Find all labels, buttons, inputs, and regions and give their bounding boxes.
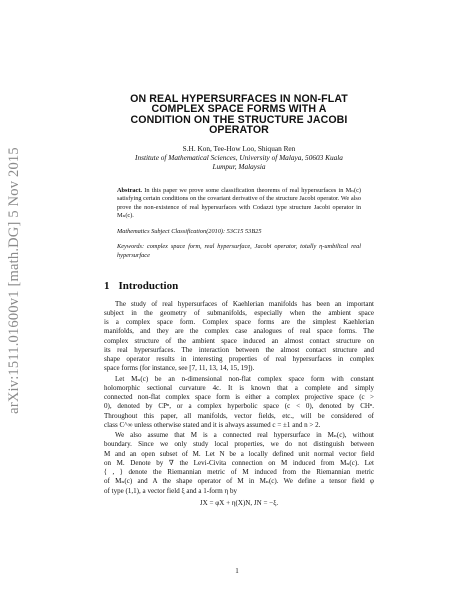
text-line: class C^∞ unless otherwise stated and it is always assumed c = ±1 and n > 2. [104,420,321,429]
msc-classification: Mathematics Subject Classification(2010): 53C15 53B25 [117,227,262,235]
author-block [104,144,374,172]
text-line: subject in the geometry of submanifolds, especially when the ambient space [104,308,374,317]
abstract [104,187,374,221]
keywords: Keywords: complex space form, real hypersurface, Jacobi operator, totally η-umbilical real hypersurface [117,243,361,260]
text-line: complex structure of the ambient space induced an almost contact structure on [104,336,374,345]
abstract-text: In this paper we prove some classification theorems of real hypersurfaces in Mₙ(c) satisfying certain conditions on the covariant derivative of the structure Jacobi operator. We also prove the non-existence of real hypersurfaces with Codazzi type structure Jacobi operator in Mₙ(c). [117,186,361,220]
text-line: Let Mₙ(c) be an n-dimensional non-flat complex space form with constant [115,374,374,383]
text-line: The study of real hypersurfaces of Kaehlerian manifolds has been an important [115,299,374,308]
abstract-label: Abstract. [117,186,143,194]
text-line: of Mₙ(c) and A the shape operator of M in Mₙ(c). We define a tensor field φ [104,477,374,486]
text-line: holomorphic sectional curvature 4c. It is known that a complete and simply [104,383,374,392]
text-line: manifolds, and they are the complex case analogues of real space forms. The [104,327,374,336]
display-equation: JX = φX + η(X)N, JN = −ξ. [199,498,279,507]
title-line: OPERATOR [209,124,269,137]
text-line: space forms (for instance, see [7, 11, 13, 14, 15, 19]). [104,364,255,373]
paragraph [104,300,374,374]
text-line: its real hypersurfaces. The interaction between the almost contact structure and [104,345,374,354]
author-names: S.H. Kon, Tee-How Loo, Shiquan Ren [182,143,296,153]
title-line: COMPLEX SPACE FORMS WITH A [151,103,327,116]
arxiv-identifier-stamp [2,120,26,440]
text-line: Throughout this paper, all manifolds, vector fields, etc., will be considered of [104,411,374,420]
text-line: connected non-flat complex space form is either a complex projective space (c > [104,393,374,402]
section-title: Introduction [118,279,179,292]
paper-page [104,94,374,511]
text-line: boundary. Since we only study local properties, we do not distinguish between [104,440,374,449]
section-number: 1 [104,279,110,292]
paragraph [104,431,374,496]
paragraph [104,375,374,431]
text-line: 0), denoted by CPⁿ, or a complex hyperbolic space (c < 0), denoted by CHⁿ. [104,402,374,411]
text-line: We also assume that M is a connected real hypersurface in Mₙ(c), without [115,431,374,440]
introduction-body [104,300,374,512]
paper-title [104,94,374,136]
text-line: of type (1,1), a vector field ξ and a 1-form η by [104,486,238,495]
section-heading [104,280,374,292]
page-number: 1 [235,567,239,575]
text-line: shape operator results in interesting properties of real hypersurfaces in complex [104,355,374,364]
affiliation-line: Lumpur, Malaysia [212,162,266,172]
title-line: CONDITION ON THE STRUCTURE JACOBI [130,113,348,126]
text-line: M and an open subset of M. Let N be a locally defined unit normal vector field [104,449,374,458]
title-line: ON REAL HYPERSURFACES IN NON-FLAT [130,93,348,105]
text-line: ⟨ , ⟩ denote the Riemannian metric of M induced from the Riemannian metric [104,468,374,477]
affiliation-line: Institute of Mathematical Sciences, University of Malaya, 50603 Kuala [135,152,343,162]
arxiv-identifier-text: arXiv:1511.01600v1 [math.DG] 5 Nov 2015 [5,146,22,414]
text-line: is a complex space form. Complex space forms are the simplest Kaehlerian [104,318,374,327]
text-line: on M. Denote by ∇ the Levi-Civita connection on M induced from Mₙ(c). Let [104,458,374,467]
